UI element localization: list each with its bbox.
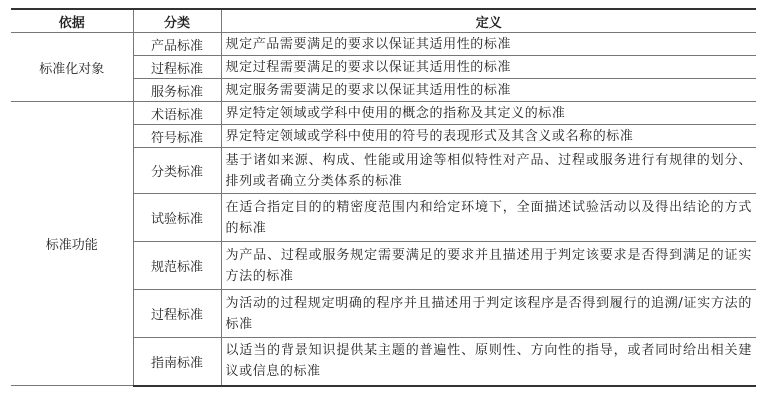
- category-cell: 规范标准: [133, 242, 221, 290]
- definition-cell: 在适合指定目的的精密度范围内和给定环境下，全面描述试验活动以及得出结论的方式的标准: [221, 194, 756, 242]
- definition-cell: 界定特定领域或学科中使用的符号的表现形式及其含义或名称的标准: [221, 125, 756, 148]
- category-cell: 过程标准: [133, 56, 221, 79]
- category-cell: 试验标准: [133, 194, 221, 242]
- standards-classification-table: [11, 8, 756, 387]
- definition-cell: 为产品、过程或服务规定需要满足的要求并且描述用于判定该要求是否得到满足的证实方法的标准: [221, 242, 756, 290]
- table-row: [11, 102, 756, 125]
- category-cell: 服务标准: [133, 79, 221, 102]
- definition-cell: 规定产品需要满足的要求以保证其适用性的标准: [221, 33, 756, 56]
- definition-cell: 为活动的过程规定明确的程序并且描述用于判定该程序是否得到履行的追溯/证实方法的标准: [221, 290, 756, 338]
- basis-cell-function: 标准功能: [11, 102, 133, 386]
- definition-cell: 规定服务需要满足的要求以保证其适用性的标准: [221, 79, 756, 102]
- category-cell: 分类标准: [133, 148, 221, 194]
- category-cell: 符号标准: [133, 125, 221, 148]
- definition-cell: 界定特定领域或学科中使用的概念的指称及其定义的标准: [221, 102, 756, 125]
- definition-cell: 规定过程需要满足的要求以保证其适用性的标准: [221, 56, 756, 79]
- header-category: 分类: [133, 9, 221, 33]
- category-cell: 术语标准: [133, 102, 221, 125]
- basis-cell-object: 标准化对象: [11, 33, 133, 102]
- category-cell: 指南标准: [133, 338, 221, 386]
- definition-cell: 基于诸如来源、构成、性能或用途等相似特性对产品、过程或服务进行有规律的划分、排列或者确立分类体系的标准: [221, 148, 756, 194]
- header-definition: 定义: [221, 9, 756, 33]
- header-basis: 依据: [11, 9, 133, 33]
- category-cell: 过程标准: [133, 290, 221, 338]
- definition-cell: 以适当的背景知识提供某主题的普遍性、原则性、方向性的指导，或者同时给出相关建议或信息的标准: [221, 338, 756, 386]
- table-row: [11, 33, 756, 56]
- category-cell: 产品标准: [133, 33, 221, 56]
- header-row: [11, 9, 756, 33]
